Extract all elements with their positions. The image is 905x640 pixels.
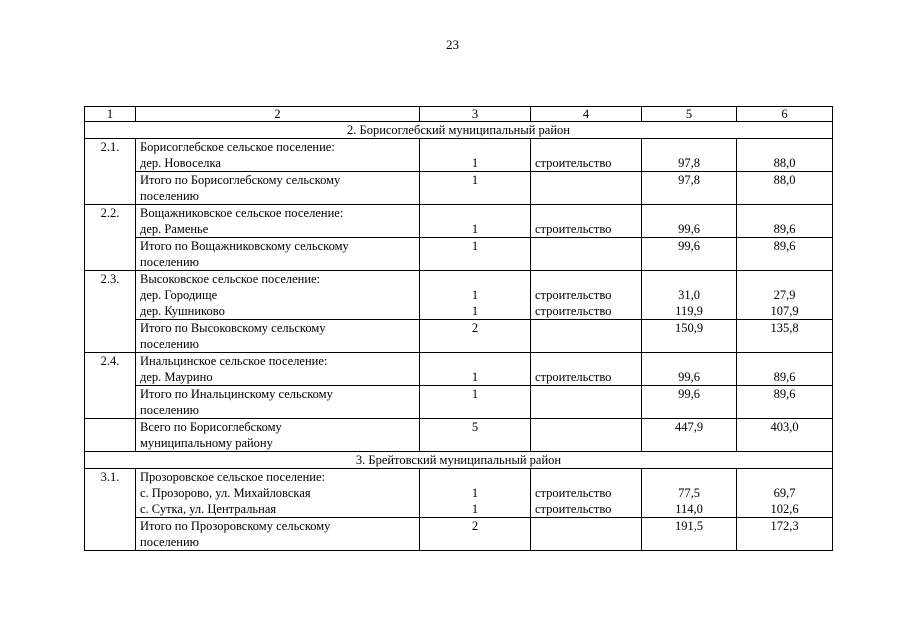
value-cell	[642, 419, 737, 452]
column-header: 3	[420, 107, 531, 122]
value-cell	[737, 320, 833, 353]
cell-line: Итого по Вощажниковскому сельскому	[140, 239, 349, 253]
cell-line	[535, 419, 637, 435]
cell-line	[535, 518, 637, 534]
cell-line: 1	[471, 173, 479, 187]
count-cell	[420, 320, 531, 353]
row-number: 2.1.	[85, 139, 136, 205]
cell-line: 69,7	[773, 486, 796, 500]
cell-line: 88,0	[773, 173, 796, 187]
cell-line: Итого по Прозоровскому сельскому	[140, 519, 331, 533]
work-type-cell	[531, 518, 642, 551]
cell-line: строительство	[535, 156, 612, 170]
value-cell	[642, 469, 737, 518]
cell-line: 89,6	[773, 387, 796, 401]
cell-line	[535, 172, 637, 188]
count-cell	[420, 238, 531, 271]
cell-line: 135,8	[770, 321, 799, 335]
cell-line: строительство	[535, 222, 612, 236]
cell-line: дер. Кушниково	[140, 304, 225, 318]
cell-line: 172,3	[770, 519, 799, 533]
count-cell	[420, 469, 531, 518]
cell-line	[646, 205, 732, 221]
cell-line: строительство	[535, 486, 612, 500]
table-row	[85, 238, 833, 271]
table-row	[85, 353, 833, 386]
cell-line: 88,0	[773, 156, 796, 170]
value-cell	[737, 238, 833, 271]
value-cell	[737, 386, 833, 419]
cell-line: 31,0	[678, 288, 700, 302]
cell-line	[741, 205, 828, 221]
cell-line	[424, 139, 526, 155]
value-cell	[737, 205, 833, 238]
cell-line: строительство	[535, 288, 612, 302]
cell-line	[424, 469, 526, 485]
cell-line: Итого по Борисоглебскому сельскому	[140, 173, 341, 187]
cell-line: строительство	[535, 370, 612, 384]
cell-line	[741, 353, 828, 369]
cell-line: 1	[471, 156, 479, 170]
work-type-cell	[531, 238, 642, 271]
cell-line: Прозоровское сельское поселение:	[140, 470, 325, 484]
cell-line	[646, 271, 732, 287]
cell-line: 5	[471, 420, 479, 434]
cell-line: 99,6	[678, 222, 700, 236]
cell-line: 1	[471, 370, 479, 384]
cell-line: 191,5	[674, 519, 704, 533]
row-number: 2.2.	[85, 205, 136, 271]
cell-line	[646, 353, 732, 369]
cell-line: дер. Городище	[140, 288, 218, 302]
cell-line: поселению	[140, 337, 200, 351]
row-number: 2.3.	[85, 271, 136, 353]
value-cell	[642, 238, 737, 271]
work-type-cell	[531, 320, 642, 353]
work-type-cell	[531, 469, 642, 518]
cell-line	[535, 386, 637, 402]
settlement-name-cell	[136, 238, 420, 271]
cell-line: 1	[471, 387, 479, 401]
count-cell	[420, 419, 531, 452]
cell-line: дер. Новоселка	[140, 156, 221, 170]
work-type-cell	[531, 353, 642, 386]
cell-line: муниципальному району	[140, 436, 273, 450]
cell-line: 114,0	[675, 502, 703, 516]
settlement-name-cell	[136, 419, 420, 452]
section-title: 2. Борисоглебский муниципальный район	[85, 122, 833, 139]
cell-line	[741, 139, 828, 155]
table-row	[85, 271, 833, 320]
value-cell	[737, 172, 833, 205]
table-row	[85, 205, 833, 238]
count-cell	[420, 518, 531, 551]
cell-line: Высоковское сельское поселение:	[140, 272, 321, 286]
cell-line	[646, 469, 732, 485]
cell-line	[535, 353, 637, 369]
table-body	[85, 107, 833, 551]
value-cell	[642, 518, 737, 551]
settlement-name-cell	[136, 271, 420, 320]
cell-line	[535, 271, 637, 287]
cell-line	[535, 469, 637, 485]
settlement-name-cell	[136, 386, 420, 419]
section-header-row	[85, 122, 833, 139]
cell-line: Вощажниковское сельское поселение:	[140, 206, 344, 220]
value-cell	[642, 386, 737, 419]
cell-line: дер. Маурино	[140, 370, 213, 384]
settlement-name-cell	[136, 469, 420, 518]
cell-line: 97,8	[678, 156, 700, 170]
count-cell	[420, 386, 531, 419]
cell-line: Всего по Борисоглебскому	[140, 420, 282, 434]
work-type-cell	[531, 271, 642, 320]
cell-line: 1	[471, 502, 479, 516]
table-row	[85, 469, 833, 518]
value-cell	[737, 139, 833, 172]
cell-line: Итого по Инальцинскому сельскому	[140, 387, 333, 401]
column-header: 4	[531, 107, 642, 122]
value-cell	[737, 419, 833, 452]
cell-line	[646, 139, 732, 155]
table-row	[85, 419, 833, 452]
cell-line: Борисоглебское сельское поселение:	[140, 140, 335, 154]
cell-line: дер. Раменье	[140, 222, 209, 236]
value-cell	[737, 353, 833, 386]
value-cell	[737, 469, 833, 518]
settlement-name-cell	[136, 353, 420, 386]
cell-line	[535, 139, 637, 155]
cell-line: с. Прозорово, ул. Михайловская	[140, 486, 311, 500]
cell-line: 89,6	[773, 370, 796, 384]
cell-line: строительство	[535, 304, 612, 318]
settlement-name-cell	[136, 518, 420, 551]
work-type-cell	[531, 386, 642, 419]
row-number: 3.1.	[85, 469, 136, 551]
table-header-row	[85, 107, 833, 122]
value-cell	[642, 320, 737, 353]
cell-line: Итого по Высоковскому сельскому	[140, 321, 326, 335]
cell-line: 403,0	[770, 420, 799, 434]
settlement-name-cell	[136, 139, 420, 172]
settlement-name-cell	[136, 172, 420, 205]
value-cell	[642, 353, 737, 386]
cell-line: 1	[471, 304, 479, 318]
column-header: 2	[136, 107, 420, 122]
column-header: 6	[737, 107, 833, 122]
work-type-cell	[531, 172, 642, 205]
value-cell	[642, 172, 737, 205]
cell-line: 119,9	[675, 304, 703, 318]
count-cell	[420, 139, 531, 172]
cell-line: поселению	[140, 189, 200, 203]
cell-line	[535, 205, 637, 221]
row-number	[85, 419, 136, 452]
cell-line: 89,6	[773, 239, 796, 253]
cell-line: 99,6	[678, 370, 700, 384]
cell-line: 1	[471, 288, 479, 302]
value-cell	[642, 271, 737, 320]
settlement-name-cell	[136, 205, 420, 238]
cell-line	[535, 238, 637, 254]
cell-line	[424, 353, 526, 369]
table-row	[85, 172, 833, 205]
work-type-cell	[531, 139, 642, 172]
work-type-cell	[531, 205, 642, 238]
cell-line	[424, 205, 526, 221]
cell-line: 27,9	[773, 288, 796, 302]
table-row	[85, 386, 833, 419]
cell-line: поселению	[140, 535, 200, 549]
cell-line: 150,9	[674, 321, 704, 335]
cell-line: 1	[471, 486, 479, 500]
section-header-row	[85, 452, 833, 469]
cell-line: 97,8	[678, 173, 700, 187]
cell-line: поселению	[140, 403, 200, 417]
cell-line: поселению	[140, 255, 200, 269]
cell-line	[741, 271, 828, 287]
table-row	[85, 320, 833, 353]
cell-line: 102,6	[770, 502, 799, 516]
cell-line: строительство	[535, 502, 612, 516]
data-table	[84, 106, 833, 551]
column-header: 1	[85, 107, 136, 122]
table-row	[85, 518, 833, 551]
cell-line: 107,9	[770, 304, 799, 318]
cell-line: 2	[471, 519, 479, 533]
value-cell	[737, 271, 833, 320]
section-title: 3. Брейтовский муниципальный район	[85, 452, 833, 469]
row-number: 2.4.	[85, 353, 136, 419]
cell-line: 1	[471, 222, 479, 236]
table-row	[85, 139, 833, 172]
cell-line: 89,6	[773, 222, 796, 236]
column-header: 5	[642, 107, 737, 122]
value-cell	[642, 205, 737, 238]
cell-line: 2	[471, 321, 479, 335]
cell-line: 99,6	[678, 387, 700, 401]
page-number: 23	[446, 37, 459, 52]
value-cell	[642, 139, 737, 172]
work-type-cell	[531, 419, 642, 452]
cell-line: 1	[471, 239, 479, 253]
count-cell	[420, 271, 531, 320]
cell-line	[424, 271, 526, 287]
cell-line: с. Сутка, ул. Центральная	[140, 502, 277, 516]
cell-line: 99,6	[678, 239, 700, 253]
cell-line: 77,5	[678, 486, 700, 500]
cell-line: Инальцинское сельское поселение:	[140, 354, 328, 368]
value-cell	[737, 518, 833, 551]
count-cell	[420, 205, 531, 238]
count-cell	[420, 172, 531, 205]
count-cell	[420, 353, 531, 386]
cell-line	[535, 320, 637, 336]
cell-line: 447,9	[674, 420, 704, 434]
cell-line	[741, 469, 828, 485]
settlement-name-cell	[136, 320, 420, 353]
